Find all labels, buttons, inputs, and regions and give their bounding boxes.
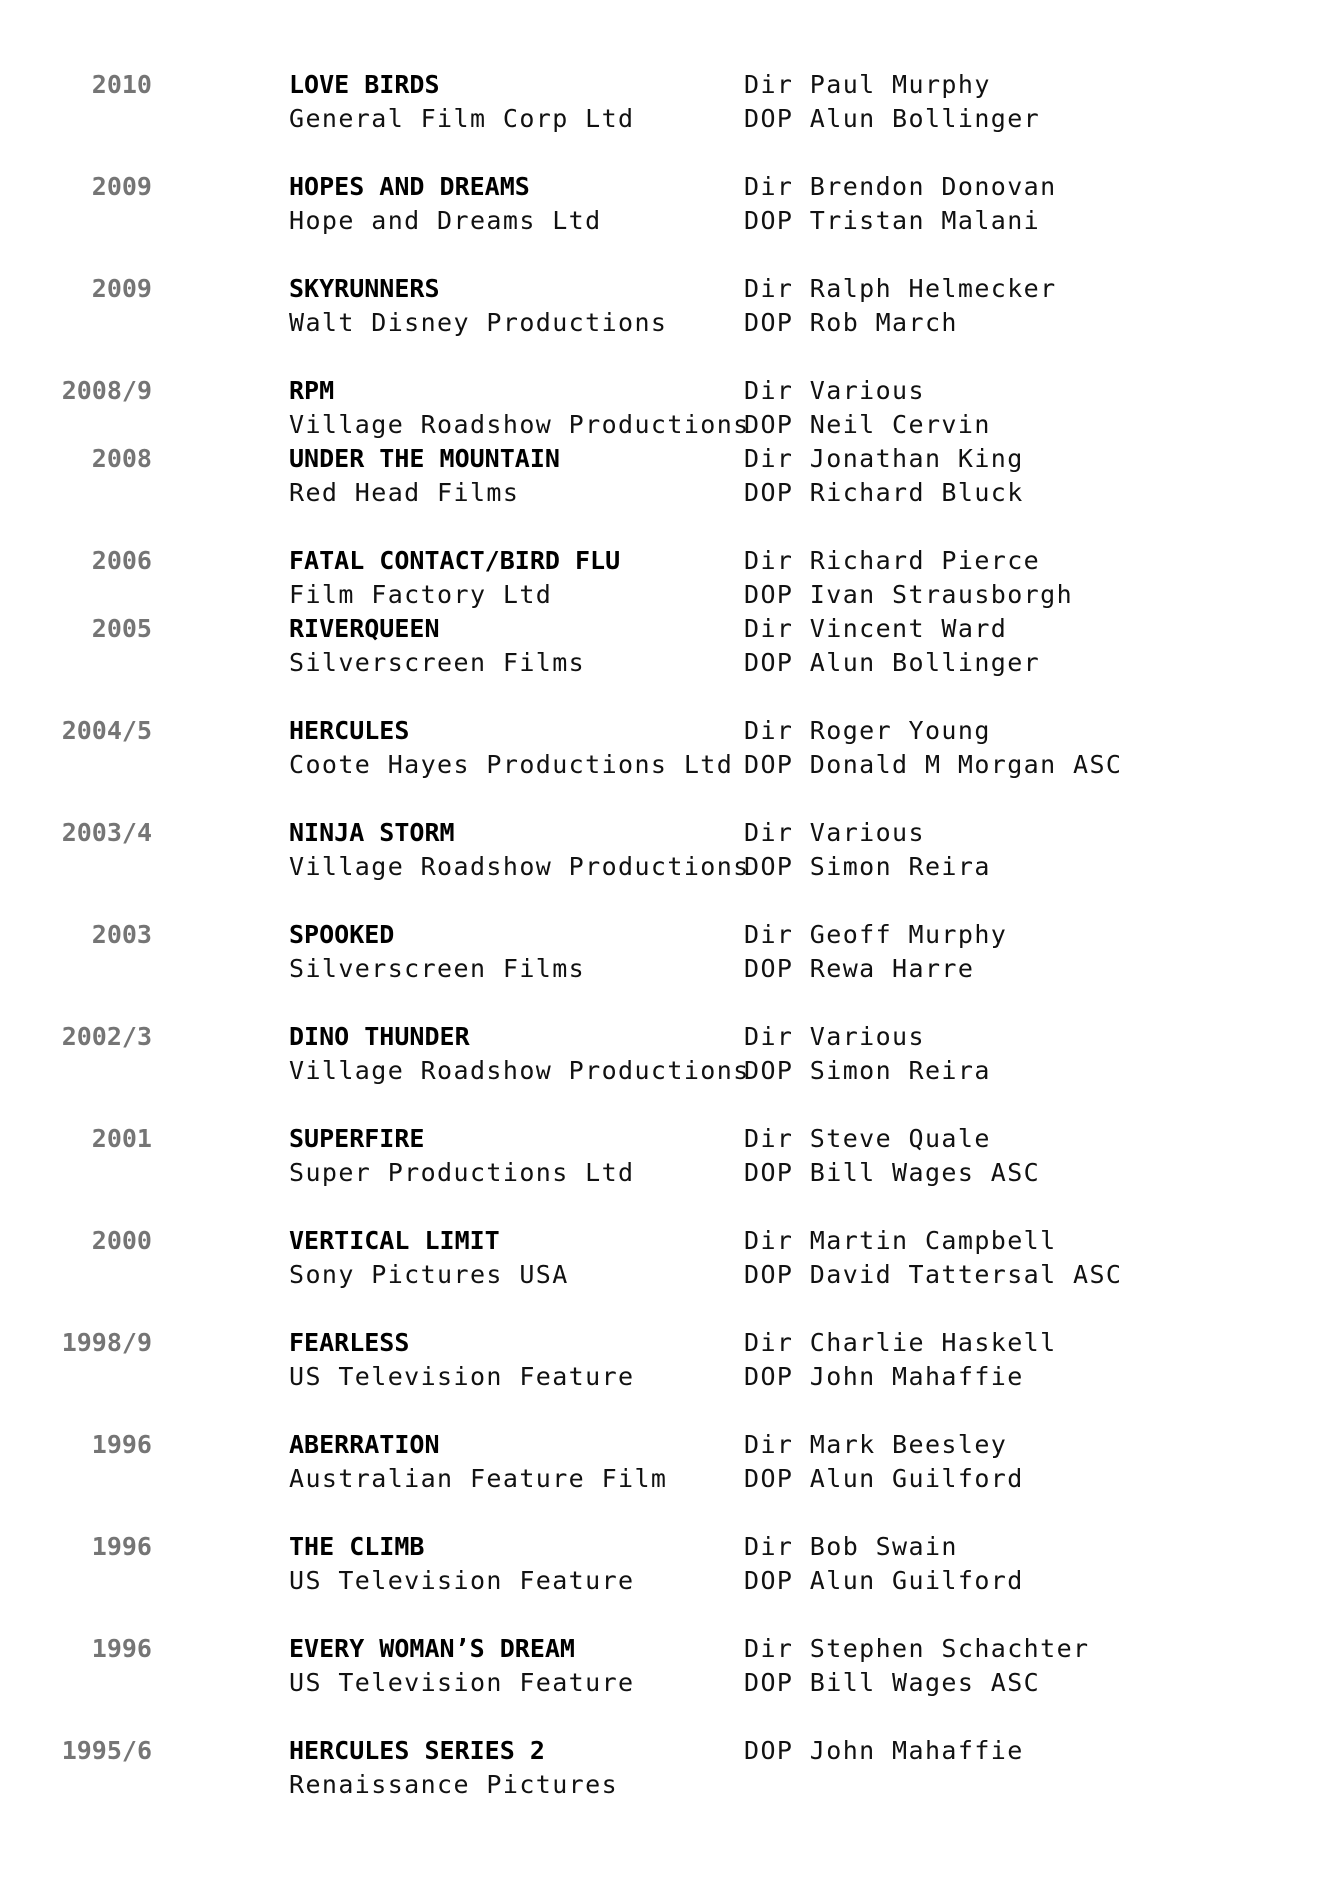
credit-entry [0,1530,1322,1600]
credit-title: HERCULES SERIES 2 [289,1736,545,1765]
credit-director: Dir Bob Swain [744,1532,958,1561]
credit-title: RPM [289,376,335,405]
credit-company: Super Productions Ltd [289,1158,635,1187]
credit-entry [0,170,1322,240]
credit-year: 2009 [91,274,152,303]
credit-year: 1996 [91,1532,152,1561]
credit-company: Walt Disney Productions [289,308,668,337]
credit-dop: DOP John Mahaffie [744,1362,1024,1391]
credit-director: Dir Roger Young [744,716,991,745]
credit-director: Dir Martin Campbell [744,1226,1057,1255]
credit-year: 2008 [91,444,152,473]
credit-entry [0,816,1322,886]
credit-title: NINJA STORM [289,818,455,847]
credit-year: 1996 [91,1430,152,1459]
credit-director: Dir Geoff Murphy [744,920,1008,949]
credit-director: Dir Jonathan King [744,444,1024,473]
credit-year: 1996 [91,1634,152,1663]
credit-title: FATAL CONTACT/BIRD FLU [289,546,621,575]
credit-year: 2003 [91,920,152,949]
credit-dop: DOP Donald M Morgan ASC [744,750,1123,779]
credit-entry [0,1734,1322,1804]
credit-dop: DOP Ivan Strausborgh [744,580,1074,609]
credit-year: 2006 [91,546,152,575]
credit-entry [0,374,1322,444]
credit-entry [0,442,1322,512]
credit-year: 2001 [91,1124,152,1153]
credit-year: 1998/9 [61,1328,152,1357]
credit-dop: DOP John Mahaffie [744,1736,1024,1765]
credit-director: Dir Brendon Donovan [744,172,1057,201]
credit-director: Dir Various [744,818,925,847]
credit-entry [0,1020,1322,1090]
credit-entry [0,612,1322,682]
credit-title: HOPES AND DREAMS [289,172,530,201]
credit-dop: DOP Rob March [744,308,958,337]
credit-dop: DOP David Tattersal ASC [744,1260,1123,1289]
credit-entry [0,68,1322,138]
credit-year: 2004/5 [61,716,152,745]
credit-director: Dir Charlie Haskell [744,1328,1057,1357]
credit-company: Australian Feature Film [289,1464,668,1493]
credit-company: Silverscreen Films [289,648,586,677]
credit-dop: DOP Alun Guilford [744,1464,1024,1493]
credit-dop: DOP Rewa Harre [744,954,975,983]
credit-year: 2002/3 [61,1022,152,1051]
credit-year: 2000 [91,1226,152,1255]
credit-dop: DOP Bill Wages ASC [744,1158,1041,1187]
credit-company: Red Head Films [289,478,520,507]
credit-entry [0,1122,1322,1192]
credit-company: Silverscreen Films [289,954,586,983]
credit-entry [0,1632,1322,1702]
credit-year: 2003/4 [61,818,152,847]
credit-company: Sony Pictures USA [289,1260,569,1289]
credit-year: 2008/9 [61,376,152,405]
credit-director: Dir Paul Murphy [744,70,991,99]
credit-entry [0,918,1322,988]
credit-year: 2010 [91,70,152,99]
credit-title: THE CLIMB [289,1532,425,1561]
credit-title: EVERY WOMAN’S DREAM [289,1634,575,1663]
credit-title: SKYRUNNERS [289,274,440,303]
credit-title: SUPERFIRE [289,1124,425,1153]
credit-company: US Television Feature [289,1566,635,1595]
credit-director: Dir Various [744,1022,925,1051]
credit-dop: DOP Alun Bollinger [744,648,1041,677]
credit-entry [0,544,1322,614]
credit-title: FEARLESS [289,1328,410,1357]
credit-title: HERCULES [289,716,410,745]
credit-year: 2009 [91,172,152,201]
credit-dop: DOP Simon Reira [744,1056,991,1085]
credit-entry [0,1326,1322,1396]
credit-dop: DOP Alun Bollinger [744,104,1041,133]
credit-title: ABERRATION [289,1430,440,1459]
credit-company: US Television Feature [289,1362,635,1391]
credit-dop: DOP Neil Cervin [744,410,991,439]
credit-company: Renaissance Pictures [289,1770,619,1799]
credit-dop: DOP Richard Bluck [744,478,1024,507]
credit-title: DINO THUNDER [289,1022,470,1051]
credit-director: Dir Various [744,376,925,405]
credit-director: Dir Vincent Ward [744,614,1008,643]
credit-title: LOVE BIRDS [289,70,440,99]
credit-director: Dir Steve Quale [744,1124,991,1153]
credit-company: Village Roadshow Productions [289,410,750,439]
credit-company: Film Factory Ltd [289,580,553,609]
credit-company: Village Roadshow Productions [289,852,750,881]
credit-dop: DOP Simon Reira [744,852,991,881]
credit-dop: DOP Bill Wages ASC [744,1668,1041,1697]
credit-entry [0,272,1322,342]
credit-company: General Film Corp Ltd [289,104,635,133]
credit-company: Village Roadshow Productions [289,1056,750,1085]
credit-company: Coote Hayes Productions Ltd [289,750,734,779]
credit-title: SPOOKED [289,920,395,949]
credit-director: Dir Ralph Helmecker [744,274,1057,303]
credit-title: UNDER THE MOUNTAIN [289,444,560,473]
credit-entry [0,1224,1322,1294]
credit-dop: DOP Tristan Malani [744,206,1041,235]
credit-year: 2005 [91,614,152,643]
credit-title: RIVERQUEEN [289,614,440,643]
credit-director: Dir Richard Pierce [744,546,1041,575]
credit-director: Dir Mark Beesley [744,1430,1008,1459]
credit-entry [0,714,1322,784]
credit-title: VERTICAL LIMIT [289,1226,500,1255]
credit-year: 1995/6 [61,1736,152,1765]
credit-entry [0,1428,1322,1498]
credit-company: US Television Feature [289,1668,635,1697]
credit-company: Hope and Dreams Ltd [289,206,602,235]
credit-dop: DOP Alun Guilford [744,1566,1024,1595]
credit-director: Dir Stephen Schachter [744,1634,1090,1663]
